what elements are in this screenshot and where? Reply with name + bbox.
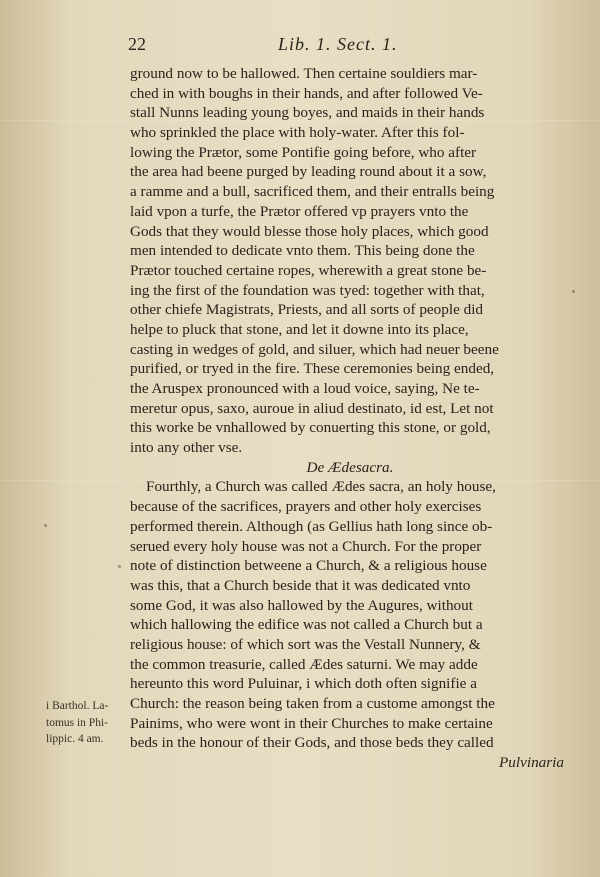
text-line: helpe to pluck that stone, and let it downe into its place, <box>130 320 469 338</box>
text-line: which hallowing the edifice was not called a Church but a <box>130 616 483 634</box>
catchword: Pulvinaria <box>499 754 564 772</box>
text-line: Prætor touched certaine ropes, wherewith a great stone be- <box>130 261 487 279</box>
text-line: ched in with boughs in their hands, and after followed Ve- <box>130 84 483 102</box>
text-line: Fourthly, a Church was called Ædes sacra, an holy house, <box>146 478 496 496</box>
page-body <box>130 64 570 773</box>
text-line: some God, it was also hallowed by the Augures, without <box>130 596 473 614</box>
text-line: Church: the reason being taken from a custome amongst the <box>130 695 495 712</box>
text-line: laid vpon a turfe, the Prætor offered vp prayers vnto the <box>130 202 469 220</box>
text-line: other chiefe Magistrats, Priests, and all sorts of people did <box>130 301 484 319</box>
text-line: religious house: of which sort was the Vestall Nunnery, & <box>130 635 481 653</box>
text-line: beds in the honour of their Gods, and those beds they called <box>130 734 494 752</box>
running-head: Lib. 1. Sect. 1. <box>278 34 398 54</box>
text-line: the area had beene purged by leading round about it a sow, <box>130 163 487 181</box>
text-line: ing the first of the foundation was tyed: together with that, <box>130 281 485 299</box>
text-line: serued every holy house was not a Church. For the proper <box>130 537 482 555</box>
text-line: lowing the Prætor, some Pontifie going before, who after <box>130 143 477 161</box>
text-line: Gods that they would blesse those holy places, which good <box>130 222 489 240</box>
section-heading: De Ædesacra. <box>306 458 394 476</box>
margin-note-line: lippic. 4 am. <box>46 733 104 745</box>
text-line: ground now to be hallowed. Then certaine souldiers mar- <box>130 65 478 82</box>
text-line: who sprinkled the place with holy-water. After this fol- <box>130 124 465 142</box>
text-line: purified, or tryed in the fire. These ceremonies being ended, <box>130 360 495 378</box>
text-line: hereunto this word Puluinar, i which doth often signifie a <box>130 675 477 693</box>
text-line: the Aruspex pronounced with a loud voice, saying, Ne te- <box>130 380 480 397</box>
ink-speck <box>44 524 47 527</box>
text-line: stall Nunns leading young boyes, and maids in their hands <box>130 104 485 122</box>
page-number: 22 <box>128 34 146 54</box>
text-line: was this, that a Church beside that it was dedicated vnto <box>130 576 471 594</box>
text-line: men intended to dedicate vnto them. This being done the <box>130 242 475 260</box>
ink-speck <box>572 290 575 293</box>
margin-note <box>46 698 132 748</box>
margin-note-line: i Barthol. La- <box>46 700 109 712</box>
text-line: meretur opus, saxo, auroue in aliud destinato, id est, Let not <box>130 399 494 417</box>
text-line: the common treasurie, called Ædes saturni. We may adde <box>130 655 478 673</box>
margin-note-line: tomus in Phi- <box>46 716 108 729</box>
text-line: a ramme and a bull, sacrificed them, and their entralls being <box>130 183 495 201</box>
text-line: note of distinction betweene a Church, & a religious house <box>130 557 487 575</box>
text-line: performed therein. Although (as Gellius hath long since ob- <box>130 517 493 535</box>
text-line: Painims, who were wont in their Churches to make certaine <box>130 714 493 732</box>
text-line: into any other vse. <box>130 439 243 457</box>
ink-speck <box>118 565 121 568</box>
bleed-through-mark <box>46 228 126 240</box>
text-line: because of the sacrifices, prayers and other holy exercises <box>130 498 482 516</box>
text-line: casting in wedges of gold, and siluer, which had neuer beene <box>130 340 499 358</box>
text-line: this worke be vnhallowed by conuerting this stone, or gold, <box>130 419 491 437</box>
